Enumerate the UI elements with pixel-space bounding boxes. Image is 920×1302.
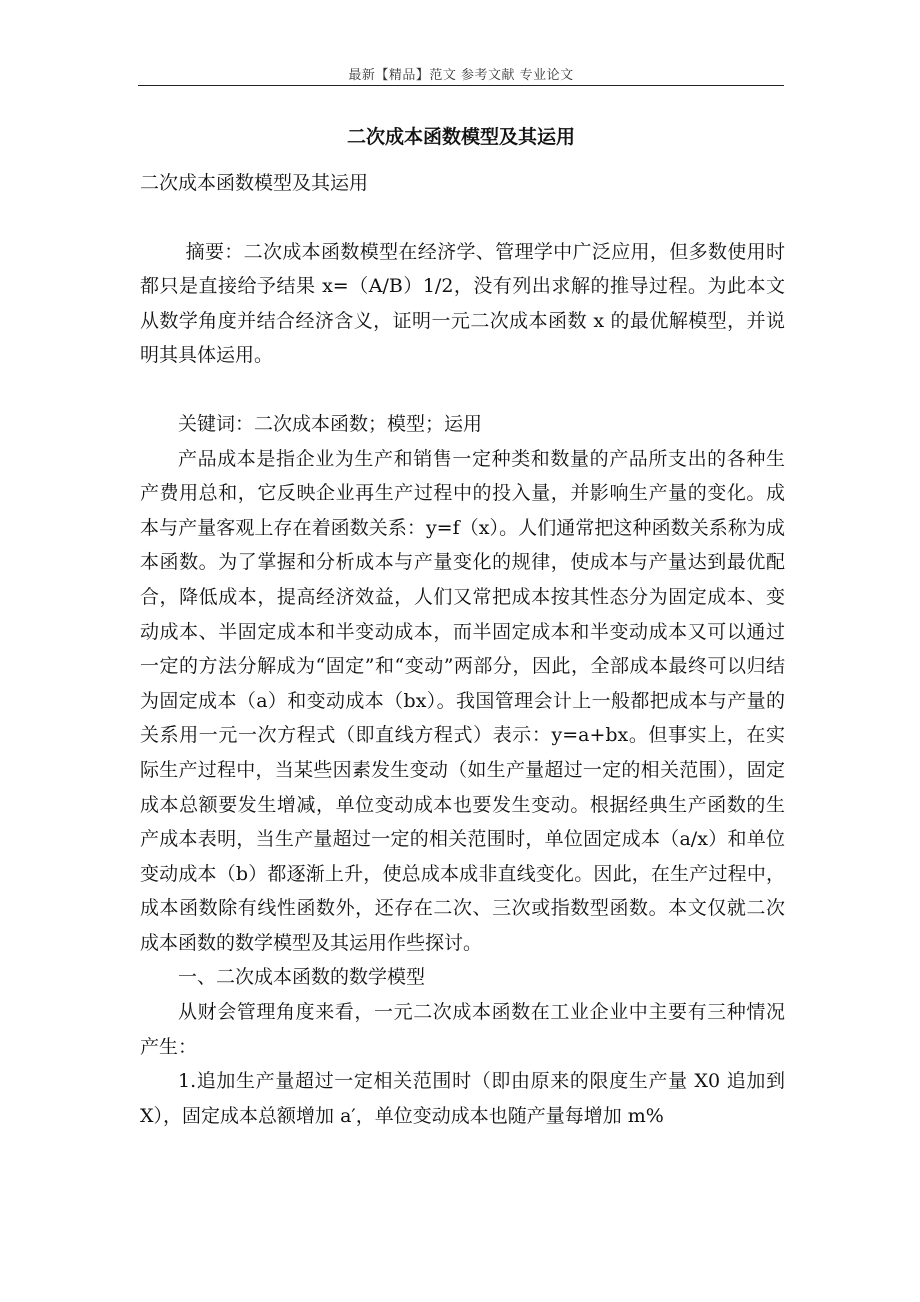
body-paragraph: 产品成本是指企业为生产和销售一定种类和数量的产品所支出的各种生产费用总和，它反映企业再生产过程中的投入量，并影响生产量的变化。成本与产量客观上存在着函数关系：y=f（x）。人们通常把这种函数关系称为成本函数。为了掌握和分析成本与产量变化的规律，使成本与产量达到最优配合，降低成本，提高经济效益，人们又常把成本按其性态分为固定成本、变动成本、半固定成本和半变动成本，而半固定成本和半变动成本又可以通过一定的方法分解成为“固定”和“变动”两部分，因此，全部成本最终可以归结为固定成本（a）和变动成本（bx）。我国管理会计上一般都把成本与产量的关系用一元一次方程式（即直线方程式）表示：y=a+bx。但事实上，在实际生产过程中，当某些因素发生变动（如生产量超过一定的相关范围），固定成本总额要发生增减，单位变动成本也要发生变动。根据经典生产函数的生产成本表明，当生产量超过一定的相关范围时，单位固定成本（a/x）和单位变动成本（b）都逐渐上升，使总成本成非直线变化。因此，在生产过程中，成本函数除有线性函数外，还存在二次、三次或指数型函数。本文仅就二次成本函数的数学模型及其运用作些探讨。 bbox=[140, 447, 785, 954]
document-body bbox=[140, 166, 785, 1133]
document-subtitle: 二次成本函数模型及其运用 bbox=[140, 172, 369, 194]
body-paragraph: 1.追加生产量超过一定相关范围时（即由原来的限度生产量 X0 追加到 X），固定成本总额增加 a′，单位变动成本也随产量每增加 m% bbox=[140, 1070, 785, 1127]
keywords-line: 关键词：二次成本函数；模型；运用 bbox=[178, 412, 483, 435]
section-heading: 一、二次成本函数的数学模型 bbox=[178, 966, 426, 989]
page-header: 最新【精品】范文 参考文献 专业论文 bbox=[348, 68, 574, 83]
abstract-paragraph: 摘要：二次成本函数模型在经济学、管理学中广泛应用，但多数使用时都只是直接给予结果 x=（A/B）1/2，没有列出求解的推导过程。为此本文从数学角度并结合经济含义，证明一元二次成本函数 x 的最优解模型，并说明其具体运用。 bbox=[140, 240, 785, 367]
header-divider bbox=[138, 85, 784, 86]
document-title: 二次成本函数模型及其运用 bbox=[346, 126, 575, 148]
body-paragraph: 从财会管理角度来看，一元二次成本函数在工业企业中主要有三种情况产生： bbox=[140, 1001, 785, 1058]
